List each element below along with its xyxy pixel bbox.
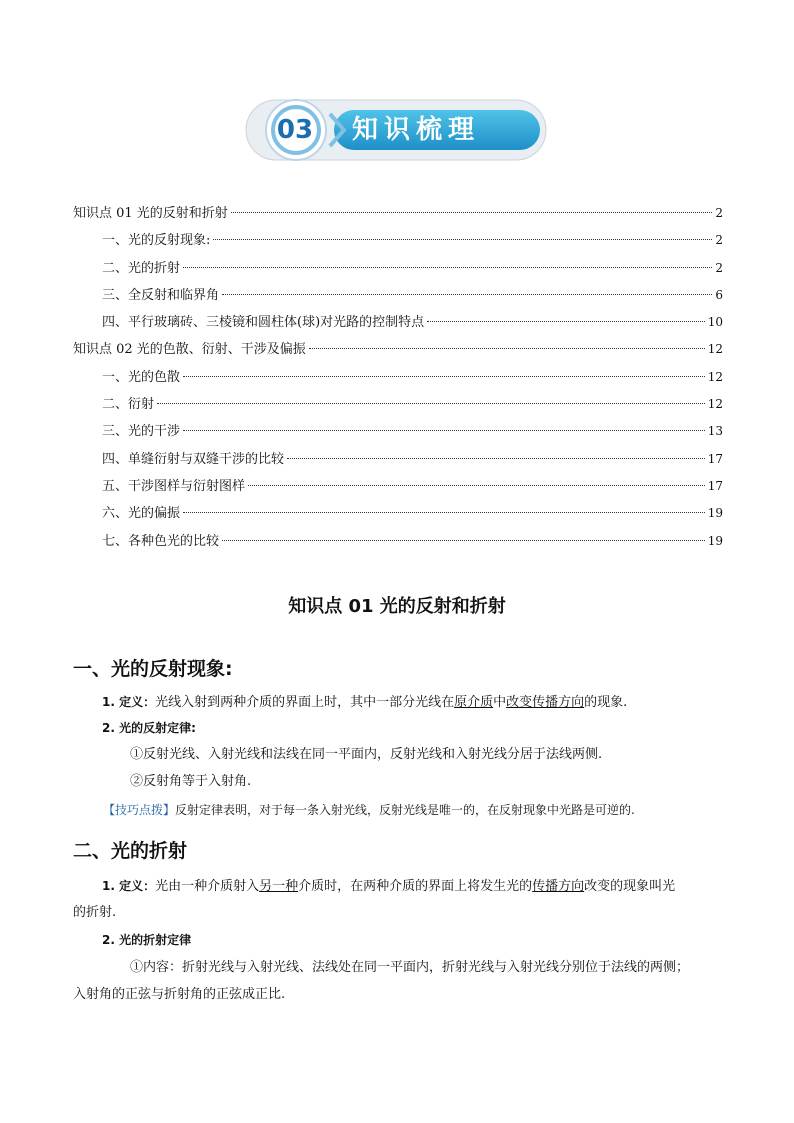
refraction-law-title bbox=[102, 931, 191, 950]
toc-label: 二、衍射 bbox=[102, 397, 155, 413]
def-text: 中 bbox=[493, 695, 507, 710]
reflection-law-1: ①反射光线、入射光线和法线在同一平面内，反射光线和入射光线分居于法线两侧. bbox=[130, 747, 603, 762]
banner-number: 03 bbox=[276, 115, 314, 145]
reflection-definition bbox=[102, 693, 627, 712]
heading-refraction: 二、光的折射 bbox=[73, 840, 188, 862]
toc-page: 2 bbox=[715, 260, 723, 275]
toc-page: 19 bbox=[707, 533, 723, 548]
def-underlined: 传播方向 bbox=[532, 879, 585, 894]
toc-page: 17 bbox=[707, 478, 723, 493]
toc-entry[interactable] bbox=[73, 282, 723, 309]
toc-leader bbox=[248, 485, 705, 486]
toc-leader bbox=[183, 376, 705, 377]
toc-label: 一、光的色散 bbox=[102, 369, 181, 385]
tip-text: 反射定律表明，对于每一条入射光线，反射光线是唯一的，在反射现象中光路是可逆的. bbox=[175, 803, 635, 817]
toc-entry[interactable] bbox=[73, 391, 723, 418]
toc-label: 三、光的干涉 bbox=[102, 424, 181, 440]
toc-leader bbox=[287, 458, 705, 459]
toc-entry[interactable] bbox=[73, 528, 723, 555]
toc-entry[interactable] bbox=[73, 200, 723, 227]
toc-leader bbox=[222, 294, 712, 295]
toc-label: 二、光的折射 bbox=[102, 260, 181, 276]
toc-entry[interactable] bbox=[73, 418, 723, 445]
def-text: 的现象. bbox=[584, 695, 628, 710]
def-text: 介质时，在两种介质的界面上将发生光的 bbox=[298, 879, 533, 894]
tip-label: 【技巧点拨】 bbox=[103, 803, 176, 817]
reflection-law-title bbox=[102, 719, 196, 738]
toc-label: 知识点 02 光的色散、衍射、干涉及偏振 bbox=[73, 342, 306, 358]
toc-entry[interactable] bbox=[73, 364, 723, 391]
section-banner bbox=[244, 98, 548, 162]
banner-title: 知识梳理 bbox=[352, 115, 481, 145]
toc-page: 10 bbox=[707, 315, 723, 330]
def-text: 光由一种介质射入 bbox=[155, 879, 260, 894]
section-title: 知识点 01 光的反射和折射 bbox=[288, 596, 506, 617]
def-underlined: 原介质 bbox=[454, 695, 494, 710]
def-number: 1. 定义： bbox=[102, 879, 156, 893]
def-text: 光线入射到两种介质的界面上时，其中一部分光线在 bbox=[155, 695, 455, 710]
toc-page: 12 bbox=[707, 369, 723, 384]
def-text: 改变的现象叫光 bbox=[584, 879, 676, 894]
toc-page: 2 bbox=[715, 233, 723, 248]
def-number: 1. 定义： bbox=[102, 695, 156, 709]
law-title-text: 2. 光的折射定律 bbox=[102, 933, 192, 947]
law-title-text: 2. 光的反射定律: bbox=[102, 721, 196, 735]
toc-label: 四、平行玻璃砖、三棱镜和圆柱体(球)对光路的控制特点 bbox=[102, 315, 425, 331]
tip-box bbox=[103, 801, 635, 820]
toc-entry[interactable] bbox=[73, 500, 723, 527]
toc-entry[interactable] bbox=[73, 336, 723, 363]
toc-leader bbox=[231, 212, 713, 213]
toc-label: 七、各种色光的比较 bbox=[102, 533, 220, 549]
toc-entry[interactable] bbox=[73, 446, 723, 473]
toc-entry[interactable] bbox=[73, 227, 723, 254]
def-underlined: 另一种 bbox=[259, 879, 299, 894]
refraction-law-1-cont: 入射角的正弦与折射角的正弦成正比. bbox=[73, 987, 286, 1002]
toc-entry[interactable] bbox=[73, 255, 723, 282]
toc-page: 13 bbox=[707, 424, 723, 439]
toc-label: 一、光的反射现象: bbox=[102, 233, 211, 249]
toc-leader bbox=[222, 540, 705, 541]
toc-leader bbox=[157, 403, 705, 404]
refraction-law-1: ①内容：折射光线与入射光线、法线处在同一平面内，折射光线与入射光线分别位于法线的两侧； bbox=[130, 960, 690, 975]
toc-entry[interactable] bbox=[73, 309, 723, 336]
def-underlined: 改变传播方向 bbox=[506, 695, 585, 710]
toc-page: 19 bbox=[707, 506, 723, 521]
toc-page: 2 bbox=[715, 206, 723, 220]
toc-page: 6 bbox=[715, 287, 723, 302]
toc-page: 12 bbox=[707, 397, 723, 412]
toc-label: 四、单缝衍射与双缝干涉的比较 bbox=[102, 451, 285, 467]
heading-reflection: 一、光的反射现象: bbox=[73, 658, 233, 680]
table-of-contents bbox=[73, 200, 723, 555]
toc-leader bbox=[309, 348, 705, 349]
toc-page: 12 bbox=[707, 342, 723, 357]
toc-leader bbox=[183, 430, 705, 431]
toc-label: 五、干涉图样与衍射图样 bbox=[102, 478, 246, 494]
refraction-definition-cont: 的折射. bbox=[73, 905, 117, 920]
toc-leader bbox=[213, 239, 712, 240]
toc-entry[interactable] bbox=[73, 473, 723, 500]
toc-label: 三、全反射和临界角 bbox=[102, 287, 220, 303]
toc-leader bbox=[183, 512, 705, 513]
toc-page: 17 bbox=[707, 451, 723, 466]
refraction-definition bbox=[102, 877, 675, 896]
toc-leader bbox=[427, 321, 705, 322]
toc-label: 知识点 01 光的反射和折射 bbox=[73, 206, 228, 221]
toc-leader bbox=[183, 267, 712, 268]
toc-label: 六、光的偏振 bbox=[102, 506, 181, 522]
reflection-law-2: ②反射角等于入射角. bbox=[130, 774, 252, 789]
